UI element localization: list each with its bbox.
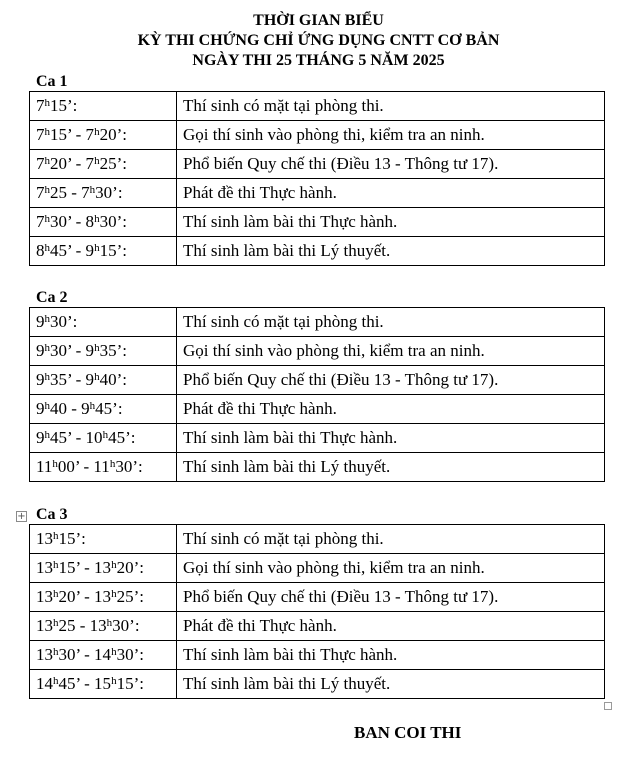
table-row: [30, 525, 605, 554]
time-cell[interactable]: 9$^h$45’ - 10$^h$45’:: [30, 424, 177, 453]
time-cell[interactable]: 8$^h$45’ - 9$^h$15’:: [30, 237, 177, 266]
signature-label: BAN COI THI: [354, 723, 462, 742]
activity-cell[interactable]: Gọi thí sinh vào phòng thi, kiểm tra an ninh.: [177, 121, 605, 150]
activity-cell[interactable]: Thí sinh có mặt tại phòng thi.: [177, 308, 605, 337]
time-cell[interactable]: 11$^h$00’ - 11$^h$30’:: [30, 453, 177, 482]
table-row: [30, 453, 605, 482]
time-cell[interactable]: 13$^h$30’ - 14$^h$30’:: [30, 641, 177, 670]
activity-cell[interactable]: Thí sinh có mặt tại phòng thi.: [177, 525, 605, 554]
table-row: [30, 179, 605, 208]
time-cell[interactable]: 14$^h$45’ - 15$^h$15’:: [30, 670, 177, 699]
table-row: [30, 150, 605, 179]
table-resize-handle-icon[interactable]: [604, 702, 612, 710]
table-row: [30, 92, 605, 121]
table-row: [30, 121, 605, 150]
time-cell[interactable]: 9$^h$40 - 9$^h$45’:: [30, 395, 177, 424]
table-row: [30, 641, 605, 670]
table-row: [30, 208, 605, 237]
table-row: [30, 612, 605, 641]
activity-cell[interactable]: Phổ biến Quy chế thi (Điều 13 - Thông tư 17).: [177, 366, 605, 395]
activity-cell[interactable]: Thí sinh làm bài thi Thực hành.: [177, 641, 605, 670]
session-3-table[interactable]: [29, 524, 605, 699]
session-2-table[interactable]: [29, 307, 605, 482]
table-row: [30, 583, 605, 612]
table-row: [30, 395, 605, 424]
activity-cell[interactable]: Gọi thí sinh vào phòng thi, kiểm tra an ninh.: [177, 337, 605, 366]
activity-cell[interactable]: Phổ biến Quy chế thi (Điều 13 - Thông tư 17).: [177, 150, 605, 179]
session-1-table[interactable]: [29, 91, 605, 266]
time-cell[interactable]: 13$^h$15’:: [30, 525, 177, 554]
table-row: [30, 308, 605, 337]
session-1-label: Ca 1: [36, 73, 68, 90]
header-exam-date: NGÀY THI 25 THÁNG 5 NĂM 2025: [192, 52, 445, 69]
activity-cell[interactable]: Phổ biến Quy chế thi (Điều 13 - Thông tư 17).: [177, 583, 605, 612]
table-row: [30, 366, 605, 395]
activity-cell[interactable]: Thí sinh làm bài thi Lý thuyết.: [177, 237, 605, 266]
document-header: [0, 11, 637, 71]
time-cell[interactable]: 7$^h$25 - 7$^h$30’:: [30, 179, 177, 208]
time-cell[interactable]: 7$^h$30’ - 8$^h$30’:: [30, 208, 177, 237]
activity-cell[interactable]: Thí sinh làm bài thi Thực hành.: [177, 424, 605, 453]
activity-cell[interactable]: Thí sinh làm bài thi Thực hành.: [177, 208, 605, 237]
table-row: [30, 424, 605, 453]
time-cell[interactable]: 9$^h$30’ - 9$^h$35’:: [30, 337, 177, 366]
activity-cell[interactable]: Phát đề thi Thực hành.: [177, 395, 605, 424]
header-title: THỜI GIAN BIỂU: [253, 12, 384, 29]
table-row: [30, 237, 605, 266]
activity-cell[interactable]: Thí sinh làm bài thi Lý thuyết.: [177, 670, 605, 699]
activity-cell[interactable]: Thí sinh làm bài thi Lý thuyết.: [177, 453, 605, 482]
table-row: [30, 554, 605, 583]
table-move-handle-icon[interactable]: +: [17, 511, 26, 522]
table-row: [30, 670, 605, 699]
time-cell[interactable]: 7$^h$15’ - 7$^h$20’:: [30, 121, 177, 150]
time-cell[interactable]: 13$^h$20’ - 13$^h$25’:: [30, 583, 177, 612]
table-row: [30, 337, 605, 366]
session-3-label: Ca 3: [36, 506, 68, 523]
session-2-label: Ca 2: [36, 289, 68, 306]
activity-cell[interactable]: Phát đề thi Thực hành.: [177, 612, 605, 641]
header-exam-name: KỲ THI CHỨNG CHỈ ỨNG DỤNG CNTT CƠ BẢN: [137, 32, 500, 49]
activity-cell[interactable]: Thí sinh có mặt tại phòng thi.: [177, 92, 605, 121]
time-cell[interactable]: 13$^h$15’ - 13$^h$20’:: [30, 554, 177, 583]
time-cell[interactable]: 13$^h$25 - 13$^h$30’:: [30, 612, 177, 641]
activity-cell[interactable]: Gọi thí sinh vào phòng thi, kiểm tra an ninh.: [177, 554, 605, 583]
time-cell[interactable]: 9$^h$30’:: [30, 308, 177, 337]
activity-cell[interactable]: Phát đề thi Thực hành.: [177, 179, 605, 208]
time-cell[interactable]: 7$^h$15’:: [30, 92, 177, 121]
time-cell[interactable]: 7$^h$20’ - 7$^h$25’:: [30, 150, 177, 179]
time-cell[interactable]: 9$^h$35’ - 9$^h$40’:: [30, 366, 177, 395]
